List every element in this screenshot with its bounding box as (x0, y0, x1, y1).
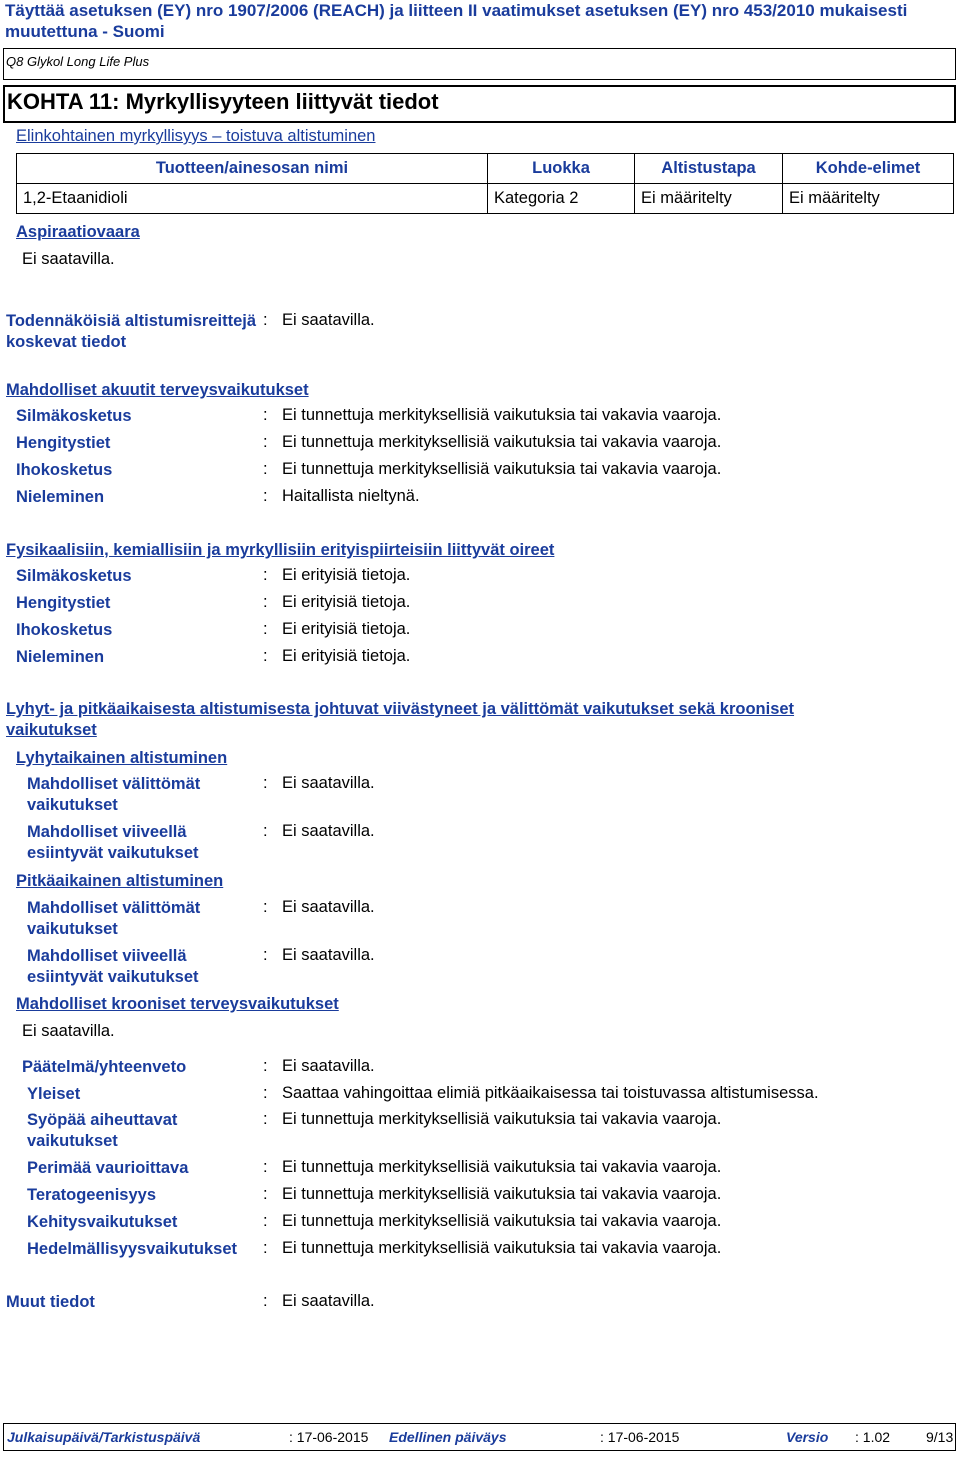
colon: : (263, 1239, 268, 1257)
colon: : (263, 433, 268, 451)
table-header: Tuotteen/ainesosan nimi (17, 154, 488, 184)
summary-value: Ei tunnettuja merkityksellisiä vaikutuksia tai vakavia vaaroja. (282, 1110, 722, 1128)
summary-label: Hedelmällisyysvaikutukset (27, 1240, 238, 1258)
colon: : (263, 406, 268, 424)
colon: : (263, 1185, 268, 1203)
exposure-routes-value: Ei saatavilla. (282, 311, 375, 329)
summary-label: Syöpää aiheuttavat vaikutukset (27, 1111, 178, 1150)
issue-date-value: : 17-06-2015 (289, 1429, 369, 1445)
colon: : (263, 946, 268, 964)
colon: : (263, 487, 268, 505)
colon: : (263, 620, 268, 638)
summary-label: Teratogeenisyys (27, 1186, 157, 1204)
colon: : (263, 1110, 268, 1128)
colon: : (263, 1057, 268, 1075)
other-info-label: Muut tiedot (6, 1293, 95, 1311)
long-term-label: Mahdolliset viiveellä esiintyvät vaikutukset (27, 947, 199, 986)
table-header: Altistustapa (635, 154, 783, 184)
acute-label: Hengitystiet (16, 434, 111, 452)
acute-label: Silmäkosketus (16, 407, 132, 425)
colon: : (263, 1212, 268, 1230)
colon: : (263, 1158, 268, 1176)
summary-label: Perimää vaurioittava (27, 1159, 189, 1177)
summary-value: Ei tunnettuja merkityksellisiä vaikutuksia tai vakavia vaaroja. (282, 1158, 722, 1176)
symptom-value: Ei erityisiä tietoja. (282, 593, 411, 611)
colon: : (263, 774, 268, 792)
long-term-heading: Pitkäaikainen altistuminen (16, 872, 224, 890)
colon: : (263, 647, 268, 665)
colon: : (263, 460, 268, 478)
summary-label: Päätelmä/yhteenveto (22, 1058, 187, 1076)
colon: : (263, 1084, 268, 1102)
symptom-value: Ei erityisiä tietoja. (282, 566, 411, 584)
summary-value: Ei saatavilla. (282, 1057, 375, 1075)
long-term-label: Mahdolliset välittömät vaikutukset (27, 899, 201, 938)
previous-date-label: Edellinen päiväys (389, 1429, 507, 1445)
acute-value: Ei tunnettuja merkityksellisiä vaikutuksia tai vakavia vaaroja. (282, 433, 722, 451)
symptom-label: Hengitystiet (16, 594, 111, 612)
symptom-label: Nieleminen (16, 648, 105, 666)
colon: : (263, 822, 268, 840)
chronic-heading: Mahdolliset krooniset terveysvaikutukset (16, 995, 339, 1013)
symptom-label: Ihokosketus (16, 621, 113, 639)
short-term-value: Ei saatavilla. (282, 822, 375, 840)
delayed-effects-heading: Lyhyt- ja pitkäaikaisesta altistumisesta johtuvat viivästyneet ja välittömät vaikutukset sekä krooniset vaikutukset (6, 700, 795, 739)
colon: : (263, 311, 268, 329)
chronic-value: Ei saatavilla. (22, 1022, 115, 1040)
colon: : (263, 566, 268, 584)
product-name: Q8 Glykol Long Life Plus (6, 54, 150, 69)
long-term-value: Ei saatavilla. (282, 898, 375, 916)
colon: : (263, 1292, 268, 1310)
exposure-routes-label: Todennäköisiä altistumisreittejä koskevat tiedot (6, 312, 257, 351)
short-term-heading: Lyhytaikainen altistuminen (16, 749, 228, 767)
colon: : (263, 593, 268, 611)
short-term-label: Mahdolliset välittömät vaikutukset (27, 775, 201, 814)
table-cell: Ei määritelty (635, 184, 783, 214)
acute-value: Ei tunnettuja merkityksellisiä vaikutuksia tai vakavia vaaroja. (282, 460, 722, 478)
table-cell: Ei määritelty (783, 184, 954, 214)
previous-date-value: : 17-06-2015 (600, 1429, 680, 1445)
short-term-value: Ei saatavilla. (282, 774, 375, 792)
summary-value: Saattaa vahingoittaa elimiä pitkäaikaisessa tai toistuvassa altistumisessa. (282, 1084, 819, 1102)
section-title: KOHTA 11: Myrkyllisyyteen liittyvät tiedot (7, 89, 439, 114)
summary-value: Ei tunnettuja merkityksellisiä vaikutuksia tai vakavia vaaroja. (282, 1185, 722, 1203)
acute-value: Haitallista nieltynä. (282, 487, 420, 505)
version-label: Versio (786, 1429, 829, 1445)
aspiration-heading: Aspiraatiovaara (16, 223, 140, 241)
table-row (17, 184, 954, 214)
symptom-label: Silmäkosketus (16, 567, 132, 585)
other-info-value: Ei saatavilla. (282, 1292, 375, 1310)
symptoms-heading: Fysikaalisiin, kemiallisiin ja myrkyllisiin erityispiirteisiin liittyvät oireet (6, 541, 555, 559)
acute-heading: Mahdolliset akuutit terveysvaikutukset (6, 381, 309, 399)
acute-value: Ei tunnettuja merkityksellisiä vaikutuksia tai vakavia vaaroja. (282, 406, 722, 424)
issue-date-label: Julkaisupäivä/Tarkistuspäivä (7, 1429, 201, 1445)
short-term-label: Mahdolliset viiveellä esiintyvät vaikutukset (27, 823, 199, 862)
table-header: Kohde-elimet (783, 154, 954, 184)
symptom-value: Ei erityisiä tietoja. (282, 620, 411, 638)
acute-label: Nieleminen (16, 488, 105, 506)
symptom-value: Ei erityisiä tietoja. (282, 647, 411, 665)
summary-label: Yleiset (27, 1085, 81, 1103)
summary-value: Ei tunnettuja merkityksellisiä vaikutuksia tai vakavia vaaroja. (282, 1212, 722, 1230)
page-number: 9/13 (926, 1429, 954, 1445)
table-cell: 1,2-Etaanidioli (17, 184, 488, 214)
repeated-exposure-heading: Elinkohtainen myrkyllisyys – toistuva altistuminen (16, 127, 376, 145)
colon: : (263, 898, 268, 916)
summary-label: Kehitysvaikutukset (27, 1213, 178, 1231)
table-header: Luokka (488, 154, 635, 184)
toxicity-table (16, 153, 954, 214)
table-cell: Kategoria 2 (488, 184, 635, 214)
aspiration-value: Ei saatavilla. (22, 250, 115, 268)
acute-label: Ihokosketus (16, 461, 113, 479)
long-term-value: Ei saatavilla. (282, 946, 375, 964)
version-value: : 1.02 (855, 1429, 891, 1445)
document-title: Täyttää asetuksen (EY) nro 1907/2006 (REACH) ja liitteen II vaatimukset asetuksen (EY) nro 453/2010 mukaisesti muutettuna - Suomi (5, 1, 908, 41)
summary-value: Ei tunnettuja merkityksellisiä vaikutuksia tai vakavia vaaroja. (282, 1239, 722, 1257)
